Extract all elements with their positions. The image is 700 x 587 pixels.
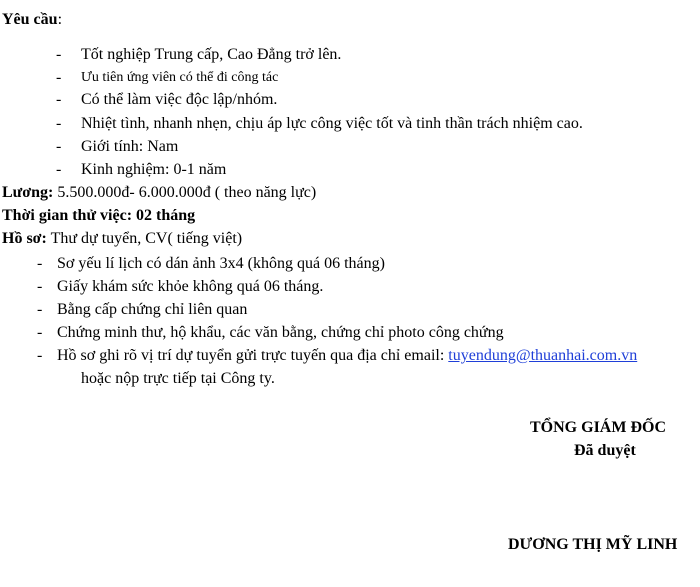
probation-line: Thời gian thử việc: 02 tháng <box>2 207 196 224</box>
email-link[interactable]: tuyendung@thuanhai.com.vn <box>448 347 638 364</box>
dossier-bullet: - <box>37 347 43 364</box>
dossier-email-text: Hồ sơ ghi rõ vị trí dự tuyển gửi trực tuyến qua địa chỉ email: <box>57 347 449 364</box>
requirement-item: Giới tính: Nam <box>81 138 179 155</box>
dossier-line <box>2 229 242 249</box>
signature-title: TỔNG GIÁM ĐỐC <box>530 419 666 436</box>
dossier-bullet: - <box>37 324 43 341</box>
requirement-bullet: - <box>56 46 62 63</box>
dossier-bullet: - <box>37 301 43 318</box>
salary-value: 5.500.000đ- 6.000.000đ ( theo năng lực) <box>53 184 317 201</box>
requirement-item: Có thể làm việc độc lập/nhóm. <box>81 91 278 108</box>
signature-name: DƯƠNG THỊ MỸ LINH <box>508 536 678 553</box>
requirements-heading <box>2 10 62 30</box>
requirement-item: Ưu tiên ứng viên có thể đi công tác <box>81 70 279 85</box>
dossier-item-email <box>57 346 637 366</box>
requirements-heading-label: Yêu cầu <box>2 11 58 28</box>
dossier-bullet: - <box>37 255 43 272</box>
requirement-bullet: - <box>56 115 62 132</box>
salary-label: Lương: <box>2 184 54 201</box>
dossier-item: Sơ yếu lí lịch có dán ảnh 3x4 (không quá 06 tháng) <box>57 255 385 272</box>
requirement-item: Tốt nghiệp Trung cấp, Cao Đẳng trở lên. <box>81 46 342 63</box>
requirement-item: Nhiệt tình, nhanh nhẹn, chịu áp lực công việc tốt và tinh thần trách nhiệm cao. <box>81 115 583 132</box>
requirement-item: Kinh nghiệm: 0-1 năm <box>81 161 227 178</box>
signature-status: Đã duyệt <box>574 442 636 459</box>
dossier-continuation: hoặc nộp trực tiếp tại Công ty. <box>81 370 275 387</box>
dossier-item: Chứng minh thư, hộ khẩu, các văn bằng, chứng chỉ photo công chứng <box>57 324 504 341</box>
requirements-heading-colon: : <box>57 11 63 28</box>
requirement-bullet: - <box>56 91 62 108</box>
salary-line <box>2 183 316 203</box>
requirement-bullet: - <box>56 138 62 155</box>
dossier-label: Hồ sơ: <box>2 230 47 247</box>
dossier-bullet: - <box>37 278 43 295</box>
requirement-bullet: - <box>56 161 62 178</box>
requirement-bullet: - <box>56 69 62 86</box>
dossier-item: Bằng cấp chứng chỉ liên quan <box>57 301 248 318</box>
dossier-value: Thư dự tuyển, CV( tiếng việt) <box>46 230 243 247</box>
dossier-item: Giấy khám sức khỏe không quá 06 tháng. <box>57 278 324 295</box>
